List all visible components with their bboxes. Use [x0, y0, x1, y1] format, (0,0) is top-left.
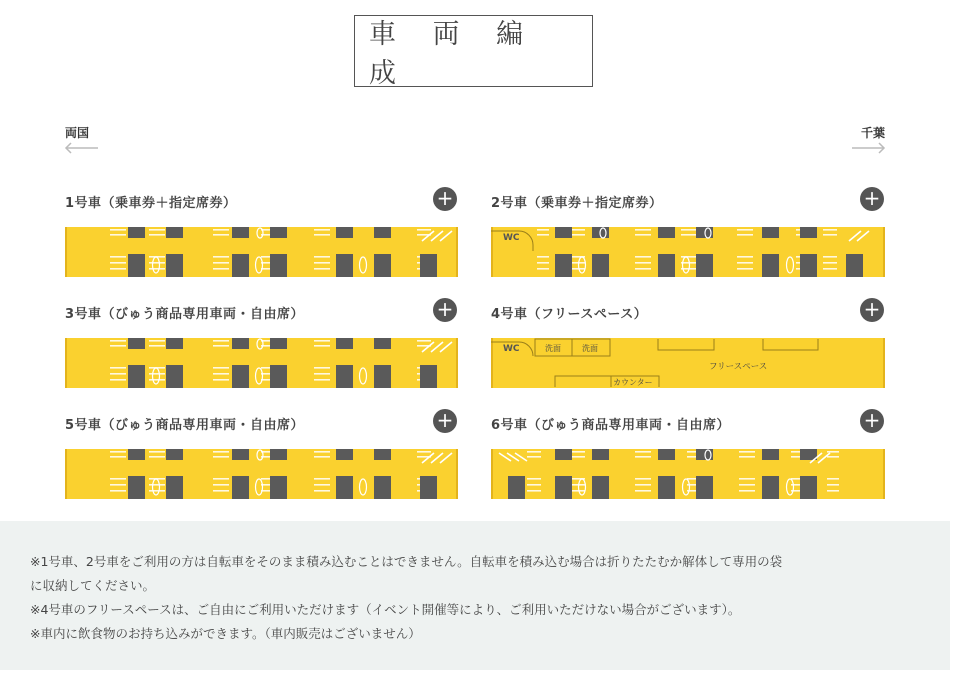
bench-line — [213, 345, 229, 347]
bench-line — [314, 229, 330, 231]
bench-line — [213, 456, 229, 458]
bench-line — [110, 268, 126, 270]
seat — [336, 449, 353, 460]
seat — [128, 365, 145, 388]
bench-line — [110, 256, 126, 258]
car-end — [456, 338, 458, 388]
car-3-expand-button[interactable]: + — [433, 298, 457, 322]
bench-line — [149, 484, 165, 486]
car-end — [65, 449, 67, 499]
seat — [270, 449, 287, 460]
seat — [232, 476, 249, 499]
bench-line — [314, 373, 330, 375]
seat — [696, 254, 713, 277]
bench-line — [213, 478, 229, 480]
car-1-expand-button[interactable]: + — [433, 187, 457, 211]
seat — [270, 338, 287, 349]
car-6-expand-button[interactable]: + — [860, 409, 884, 433]
bench-line — [314, 256, 330, 258]
seat — [374, 254, 391, 277]
bench-line — [635, 451, 651, 453]
seat — [336, 365, 353, 388]
bench-line — [314, 340, 330, 342]
bench-line — [737, 229, 753, 231]
bench-line — [571, 229, 585, 231]
car-3-diagram[interactable] — [65, 338, 458, 388]
bench-line — [213, 256, 229, 258]
bench-line — [314, 367, 330, 369]
bench-line — [635, 478, 651, 480]
bench-line — [149, 373, 165, 375]
car-4-diagram[interactable] — [491, 338, 885, 388]
arrow-left-icon — [64, 142, 100, 154]
seat — [846, 254, 863, 277]
bench-line — [635, 256, 651, 258]
bench-line — [213, 373, 229, 375]
seat — [658, 449, 675, 460]
bench-line — [737, 262, 753, 264]
bench-line — [823, 262, 837, 264]
bench-line — [527, 484, 541, 486]
car-end — [491, 449, 493, 499]
seat — [592, 254, 609, 277]
bench-line — [110, 340, 126, 342]
bench-line — [149, 262, 165, 264]
direction-left-label: 両国 — [65, 126, 90, 140]
bench-line — [537, 262, 549, 264]
bench-line — [110, 379, 126, 381]
seat — [270, 476, 287, 499]
bench-line — [314, 451, 330, 453]
seat — [232, 227, 249, 238]
bench-line — [213, 268, 229, 270]
bench-line — [213, 229, 229, 231]
wc-label: WC — [503, 344, 520, 354]
seat — [336, 254, 353, 277]
bench-line — [681, 256, 697, 258]
car-1-label: 1号車（乗車券＋指定席券） — [65, 196, 237, 211]
bench-line — [537, 268, 549, 270]
bench-line — [213, 379, 229, 381]
car-2-diagram[interactable] — [491, 227, 885, 277]
bench-line — [823, 234, 837, 236]
seat — [555, 449, 572, 460]
bench-line — [110, 234, 126, 236]
seat — [166, 227, 183, 238]
bench-line — [737, 268, 753, 270]
bench-line — [213, 490, 229, 492]
bench-line — [739, 478, 755, 480]
sink-label: 洗面 — [545, 344, 561, 353]
bench-line — [527, 456, 541, 458]
bench-line — [681, 234, 697, 236]
bench-line — [635, 484, 651, 486]
bench-line — [213, 484, 229, 486]
seat — [128, 227, 145, 238]
car-6-diagram[interactable] — [491, 449, 885, 499]
bench-line — [213, 367, 229, 369]
seat — [128, 449, 145, 460]
car-end — [456, 227, 458, 277]
bench-line — [739, 484, 755, 486]
bench-line — [571, 234, 585, 236]
bench-line — [537, 234, 549, 236]
seat — [555, 227, 572, 238]
bench-line — [635, 268, 651, 270]
bench-line — [823, 268, 837, 270]
bench-line — [537, 229, 549, 231]
car-end — [883, 227, 885, 277]
bench-line — [737, 234, 753, 236]
bench-line — [635, 234, 651, 236]
bench-line — [739, 490, 755, 492]
seat — [374, 227, 391, 238]
bench-line — [537, 256, 549, 258]
bench-line — [149, 234, 165, 236]
car-5-label: 5号車（びゅう商品専用車両・自由席） — [65, 418, 305, 433]
bench-line — [681, 229, 697, 231]
seat — [374, 476, 391, 499]
bench-line — [571, 268, 585, 270]
bench-line — [110, 367, 126, 369]
bench-line — [827, 451, 839, 453]
bench-line — [149, 268, 165, 270]
bench-line — [314, 262, 330, 264]
car-end — [65, 338, 67, 388]
bench-line — [827, 484, 839, 486]
seat — [336, 476, 353, 499]
seat — [270, 365, 287, 388]
seat — [270, 227, 287, 238]
direction-right-label: 千葉 — [860, 126, 885, 140]
arrow-right-icon — [850, 142, 886, 154]
bench-line — [110, 451, 126, 453]
bench-line — [149, 451, 165, 453]
wc-label: WC — [503, 233, 520, 243]
seat — [128, 254, 145, 277]
seat — [166, 365, 183, 388]
bench-line — [827, 456, 839, 458]
bench-line — [149, 490, 165, 492]
seat — [658, 476, 675, 499]
seat — [128, 338, 145, 349]
page-title: 車 両 編 成 — [369, 19, 538, 89]
counter-label: カウンター — [613, 378, 653, 387]
car-end — [456, 449, 458, 499]
bench-line — [213, 451, 229, 453]
seat — [166, 338, 183, 349]
car-end — [65, 227, 67, 277]
seat — [166, 449, 183, 460]
car-5-diagram[interactable] — [65, 449, 458, 499]
bench-line — [635, 229, 651, 231]
seat — [555, 265, 572, 277]
bench-line — [527, 478, 541, 480]
bench-line — [314, 484, 330, 486]
bench-line — [314, 456, 330, 458]
notes-panel — [0, 521, 950, 670]
seat — [232, 254, 249, 277]
bench-line — [739, 456, 755, 458]
bench-line — [827, 490, 839, 492]
note-line: ※車内に飲食物のお持ち込みができます。（車内販売はございません） — [30, 626, 421, 641]
seat — [336, 227, 353, 238]
seat — [232, 338, 249, 349]
car-end — [491, 227, 493, 277]
seat — [166, 254, 183, 277]
bench-line — [635, 490, 651, 492]
seat — [374, 365, 391, 388]
bench-line — [149, 340, 165, 342]
seat — [800, 254, 817, 277]
bench-line — [314, 478, 330, 480]
bench-line — [739, 451, 755, 453]
bench-line — [571, 456, 585, 458]
seat — [592, 476, 609, 499]
page-title-box — [354, 15, 593, 87]
car-5-expand-button[interactable]: + — [433, 409, 457, 433]
bench-line — [110, 229, 126, 231]
bench-line — [737, 256, 753, 258]
bench-line — [149, 229, 165, 231]
seat — [762, 227, 779, 238]
bench-line — [314, 268, 330, 270]
car-2-label: 2号車（乗車券＋指定席券） — [491, 196, 663, 211]
seat — [232, 365, 249, 388]
seat — [232, 449, 249, 460]
bench-line — [314, 379, 330, 381]
bench-line — [149, 379, 165, 381]
seat — [658, 227, 675, 238]
bench-line — [827, 478, 839, 480]
seat — [166, 476, 183, 499]
bench-line — [571, 490, 585, 492]
seat — [800, 227, 817, 238]
seat — [762, 254, 779, 277]
bench-line — [110, 490, 126, 492]
bench-line — [527, 490, 541, 492]
bench-line — [314, 234, 330, 236]
car-2-expand-button[interactable]: + — [860, 187, 884, 211]
bench-line — [635, 262, 651, 264]
car-3-label: 3号車（びゅう商品専用車両・自由席） — [65, 307, 305, 322]
bench-line — [110, 262, 126, 264]
free-space-label: フリースペース — [709, 362, 768, 372]
bench-line — [110, 478, 126, 480]
bench-line — [110, 373, 126, 375]
car-end — [883, 449, 885, 499]
seat — [658, 254, 675, 277]
seat — [374, 449, 391, 460]
bench-line — [314, 345, 330, 347]
seat — [420, 365, 437, 388]
bench-line — [213, 234, 229, 236]
seat — [696, 476, 713, 499]
bench-line — [110, 484, 126, 486]
seat — [800, 476, 817, 499]
note-line: に収納してください。 — [30, 578, 156, 593]
seat — [374, 338, 391, 349]
seat — [592, 449, 609, 460]
sink-label: 洗面 — [582, 344, 598, 353]
car-4-expand-button[interactable]: + — [860, 298, 884, 322]
seat — [128, 476, 145, 499]
seat — [270, 254, 287, 277]
bench-line — [823, 256, 837, 258]
bench-line — [149, 345, 165, 347]
bench-line — [314, 490, 330, 492]
bench-line — [110, 456, 126, 458]
seat — [420, 254, 437, 277]
bench-line — [823, 229, 837, 231]
note-line: ※4号車のフリースペースは、ご自由にご利用いただけます（イベント開催等により、ご利用いただけない場合がございます）。 — [30, 602, 741, 617]
bench-line — [527, 451, 541, 453]
seat — [336, 338, 353, 349]
bench-line — [417, 451, 431, 453]
bench-line — [213, 262, 229, 264]
bench-line — [635, 456, 651, 458]
bench-line — [571, 451, 585, 453]
seat — [555, 476, 572, 499]
bench-line — [417, 229, 431, 231]
car-6-label: 6号車（びゅう商品専用車両・自由席） — [491, 418, 731, 433]
car-4-label: 4号車（フリースペース） — [491, 307, 648, 322]
seat — [762, 476, 779, 499]
bench-line — [110, 345, 126, 347]
bench-line — [149, 456, 165, 458]
seat — [508, 476, 525, 499]
seat — [762, 449, 779, 460]
car-1-diagram[interactable] — [65, 227, 458, 277]
note-line: ※1号車、2号車をご利用の方は自転車をそのまま積み込むことはできません。自転車を積み込む場合は折りたたむか解体して専用の袋 — [30, 554, 783, 569]
bench-line — [417, 340, 431, 342]
seat — [420, 476, 437, 499]
bench-line — [213, 340, 229, 342]
